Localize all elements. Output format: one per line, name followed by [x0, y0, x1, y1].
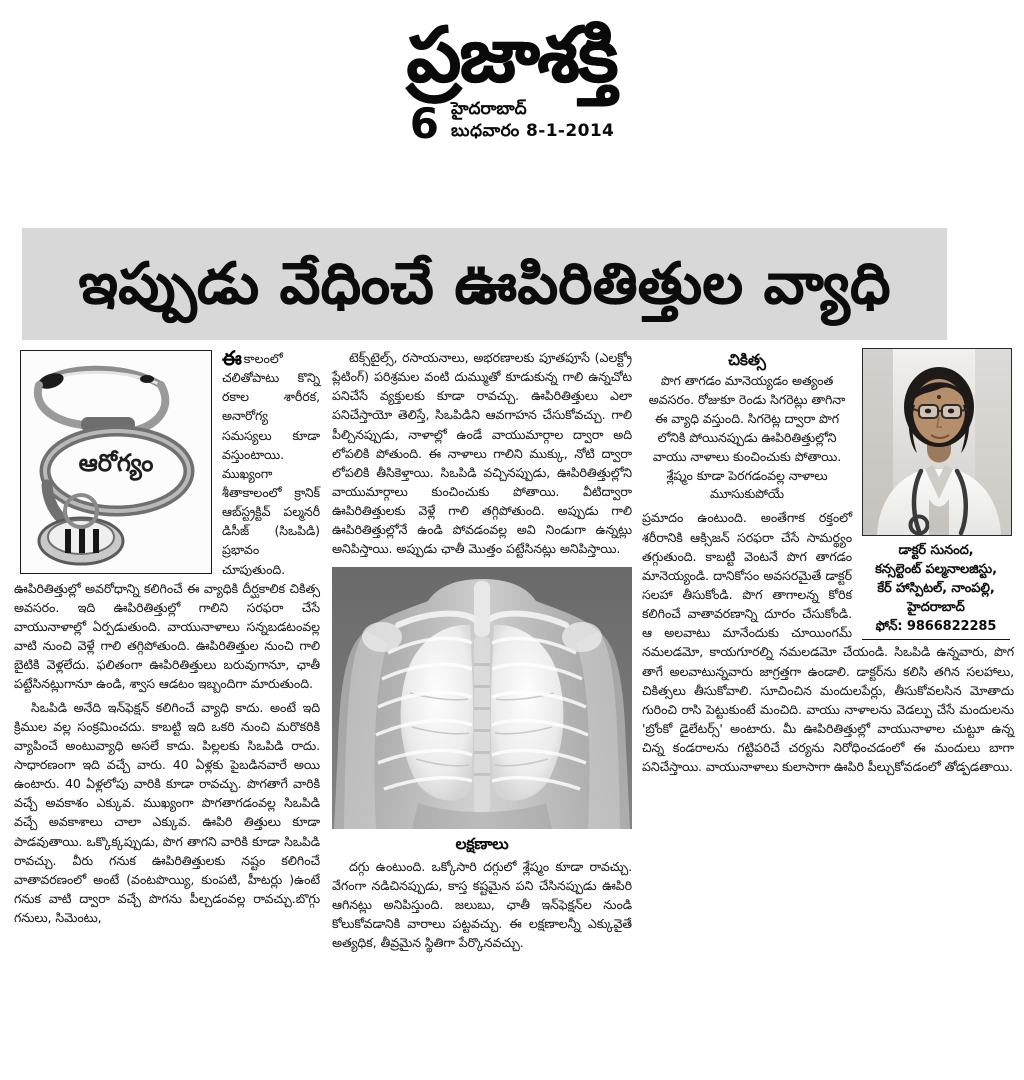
symptoms-heading: లక్షణాలు — [455, 834, 509, 853]
stethoscope-figure — [20, 350, 212, 574]
article-body — [14, 348, 1014, 1076]
column3-lead: పొగ తాగడం మానెయ్యడం అత్యంత అవసరం. రోజుకూ రెండు సిగరెట్లు తాగినా ఈ వ్యాధి వస్తుంది. సిగరెట్ల ద్వారా పొగ లోనికి పోయినప్పుడు ఊపిరితిత్తుల్లోని వాయు నాళాలు కుంచించుకు పోతాయి. శ్లేష్మం కూడా పెరగడంవల్ల నాళాలు మూసుకుపోయే — [648, 373, 846, 502]
edition-day-date: బుధవారం 8-1-2014 — [450, 121, 615, 142]
edition-city: హైదరాబాద్ — [450, 99, 527, 120]
doctor-figure — [862, 348, 1010, 640]
lungs-figure — [332, 567, 632, 829]
newspaper-title: ప్రజాశక్తి — [406, 10, 618, 99]
headline: ఇప్పుడు వేధించే ఊపిరితిత్తుల వ్యాధి — [78, 250, 891, 317]
doctor-credit — [862, 542, 1010, 640]
doctor-hospital: కేర్ హాస్పిటల్, నాంపల్లి, — [877, 580, 995, 596]
column1-paragraph-2: సిఒపిడి అనేది ఇన్‌ఫెక్షన్ కలిగించే వ్యాధి కాదు. అంటే ఇది క్రిముల వల్ల సంక్రమించదు. కాబట్టి ఇది ఒకరి నుంచి మరొకరికి వ్యాపించే అంటువ్యాధి అసలే కాదు. పిల్లలకు సిఒపిడి రాదు. సాధారణంగా ఇది వచ్చే వారు. 40 ఏళ్లకు పైబడినవారే అయి ఉంటారు. 40 ఏళ్లలోపు వారికి కూడా రావచ్చు. పొగతాగే వారికి వచ్చే అవకాశం ఎక్కువ. ముఖ్యంగా పొగతాగడంవల్ల సిఒపిడి వచ్చే అవకాశాలు చాలా ఎక్కువ. ఊపిరి తిత్తులు కూడా పాడవుతాయి. ఒక్కొక్కప్పుడు, పొగ తాగని వారికి కూడా సిఒపిడి రావచ్చు. వీరు గనుక ఊపిరితిత్తులకు నష్టం కలిగించే వాతావరణంలో అంటే (వంటపొయ్యి, కుంపటి, హీటర్లు )ఉంటే గనుక వాటి ద్వారా వచ్చే పొగను పీల్చడంవల్ల రావచ్చు.బొగ్గు గనులు, సిమెంటు, — [14, 699, 320, 926]
doctor-photo — [862, 348, 1012, 536]
masthead — [0, 0, 1024, 149]
doctor-name: డాక్టర్ సునంద, — [898, 543, 974, 558]
dropcap-letter: ఈ — [222, 346, 242, 370]
column2-paragraph-2: దగ్గు ఉంటుంది. ఒక్కోసారి దగ్గులో శ్లేష్మం కూడా రావచ్చు. వేగంగా నడిచినప్పుడు, కాస్త కష్టమైన పని చేసినప్పుడు ఊపిరి ఆగినట్లు అనిపిస్తుంది. జలుబు, ఛాతీ ఇన్‌ఫెక్షన్‌ల నుండి కోలుకోవడానికి వారాలు పట్టవచ్చు. ఈ లక్షణాలన్నీ ఎక్కువైతే అత్యధిక, తీవ్రమైన స్థితిగా పేర్కొనవచ్చు. — [332, 858, 632, 951]
doctor-city: హైదరాబాద్ — [907, 599, 965, 615]
column1-paragraph-1-text: కాలంలో చలితోపాటు కొన్ని రకాల శారీరక, అనారోగ్య సమస్యలు కూడా వస్తుంటాయి. ముఖ్యంగా శీతాకాలంలో క్రానిక్ ఆబ్‌స్ట్రక్టివ్ పల్మనరీ డిసీజ్ (సిఒపిడి) ప్రభావం చూపుతుంది. ఊపిరితిత్తుల్లో అవరోధాన్ని కలిగించే ఈ వ్యాధికి దీర్ఘకాలిక చికిత్స అవసరం. ఇది ఊపిరితిత్తుల్లో గాలిని సరఫరా చేసే వాయునాళాల్లో ఏర్పడుతుంది. వాయునాళాలు సన్నబడటంవల్ల వాటి నుంచి వెళ్లే గాలి తగ్గిపోతుంది. ఊపిరితిత్తుల నుంచి గాలి బైటికి వెళ్లలేదు. ఫలితంగా ఊపిరితిత్తులు బరువుగానూ, ఛాతీ పట్టేసినట్లుగానూ ఉండి, శ్వాస ఆడటం ఇబ్బందిగా మారుతుంది. — [14, 351, 320, 692]
issue-number: 6 — [409, 99, 439, 149]
doctor-designation: కన్సల్టెంట్ పల్మనాలజిస్టు, — [875, 561, 997, 577]
lungs-anatomy-icon — [332, 567, 632, 829]
stethoscope-figure-word: ఆరోగ్యం — [78, 449, 154, 478]
doctor-portrait-icon — [863, 349, 1011, 535]
article-column-1 — [14, 348, 320, 931]
treatment-heading: చికిత్స — [728, 351, 766, 369]
column3-paragraph-2: ప్రమాదం ఉంటుంది. అంతేగాక రక్తంలో శరీరానికి ఆక్సిజన్ సరఫరా చేసే సామర్థ్యం తగ్గుతుంది. కాబట్టి వెంటనే పొగ తాగడం మానెయ్యండి. దానికోసం అవసరమైతే డాక్టర్ సలహా తీసుకోండి. పొగ తాగాలన్న కోరిక కలిగించే వాతావరణాన్ని దూరం చేసుకోండి. ఆ అలవాటు మానేందుకు చూయింగమ్ నమలడమో, కాయగూరల్ని నమలడమో చేయండి. సిఒపిడి ఉన్నవారు, పొగ తాగే అలవాటున్నవారు జాగ్రత్తగా ఉండాలి. డాక్టర్‌ను కలిసి తగిన సలహాలు, చికిత్సలు తీసుకోవాలి. సూచించిన మందులపేర్లు, తీసుకోవలసిన మోతాదు గురించి రాసి పెట్టుకుంటే మంచిది. వాయు నాళాలను వెడల్పు చేసే మందులను 'బ్రోంకో డైలేటర్స్' అంటారు. మీ ఊపిరితిత్తుల్లో వాయునాళాల చుట్టూ ఉన్న చిన్న కండరాలను గట్టిపరిచే చర్యను నిరోధించడంలో ఈ మందులు బాగా పనిచేస్తాయి. వాయునాళాలు కులాసాగా ఊపిరి పీల్చుకోవడంలో తోడ్పడతాయి. — [642, 510, 1014, 775]
headline-banner — [22, 228, 947, 340]
column2-paragraph-1: టెక్స్‌టైల్స్, రసాయనాలు, అభరణాలకు పూతపూసే (ఎలక్ట్రో ప్లేటింగ్) పరిశ్రమల వంటి దుమ్ముతో కూడుకున్న గాలి ఉన్నచోట పనిచేసే వ్యక్తులకు కూడా రావచ్చు. ఊపిరితిత్తులు ఎలా పనిచేస్తాయో తెలిస్తే, సిఒపిడిని ఆవగాహన చేసుకోవచ్చు. గాలి పీల్చినప్పుడు, నాళాల్లో ఉండే వాయుమార్గాల ద్వారా అది లోపలికి పోతుంది. ఈ నాళాలు గాలిని ముక్కు, నోటి ద్వారా లోపలికి తీసికెళ్తాయి. సిఒపిడి వచ్చినప్పుడు, ఊపిరితిత్తుల్లోని వాయుమార్గాలు కుంచించుకు పోతాయి. వీటిద్వారా ఊపిరితిత్తులకు వెళ్లే గాలి తగ్గిపోతుంది. అప్పుడు గాలి ఊపిరితిత్తుల్లోనే ఉండి పోవడంవల్ల అవి నిండుగా ఉన్నట్లు అనిపిస్తాయి. అప్పుడు ఛాతీ మొత్తం పట్టేసినట్లు అనిపిస్తాయి. — [332, 350, 632, 557]
article-column-2 — [332, 348, 632, 956]
article-column-3 — [642, 348, 1014, 780]
masthead-place-date — [451, 98, 614, 142]
masthead-meta — [0, 98, 1024, 149]
doctor-phone: ఫోన్: 9866822285 — [862, 618, 1010, 640]
